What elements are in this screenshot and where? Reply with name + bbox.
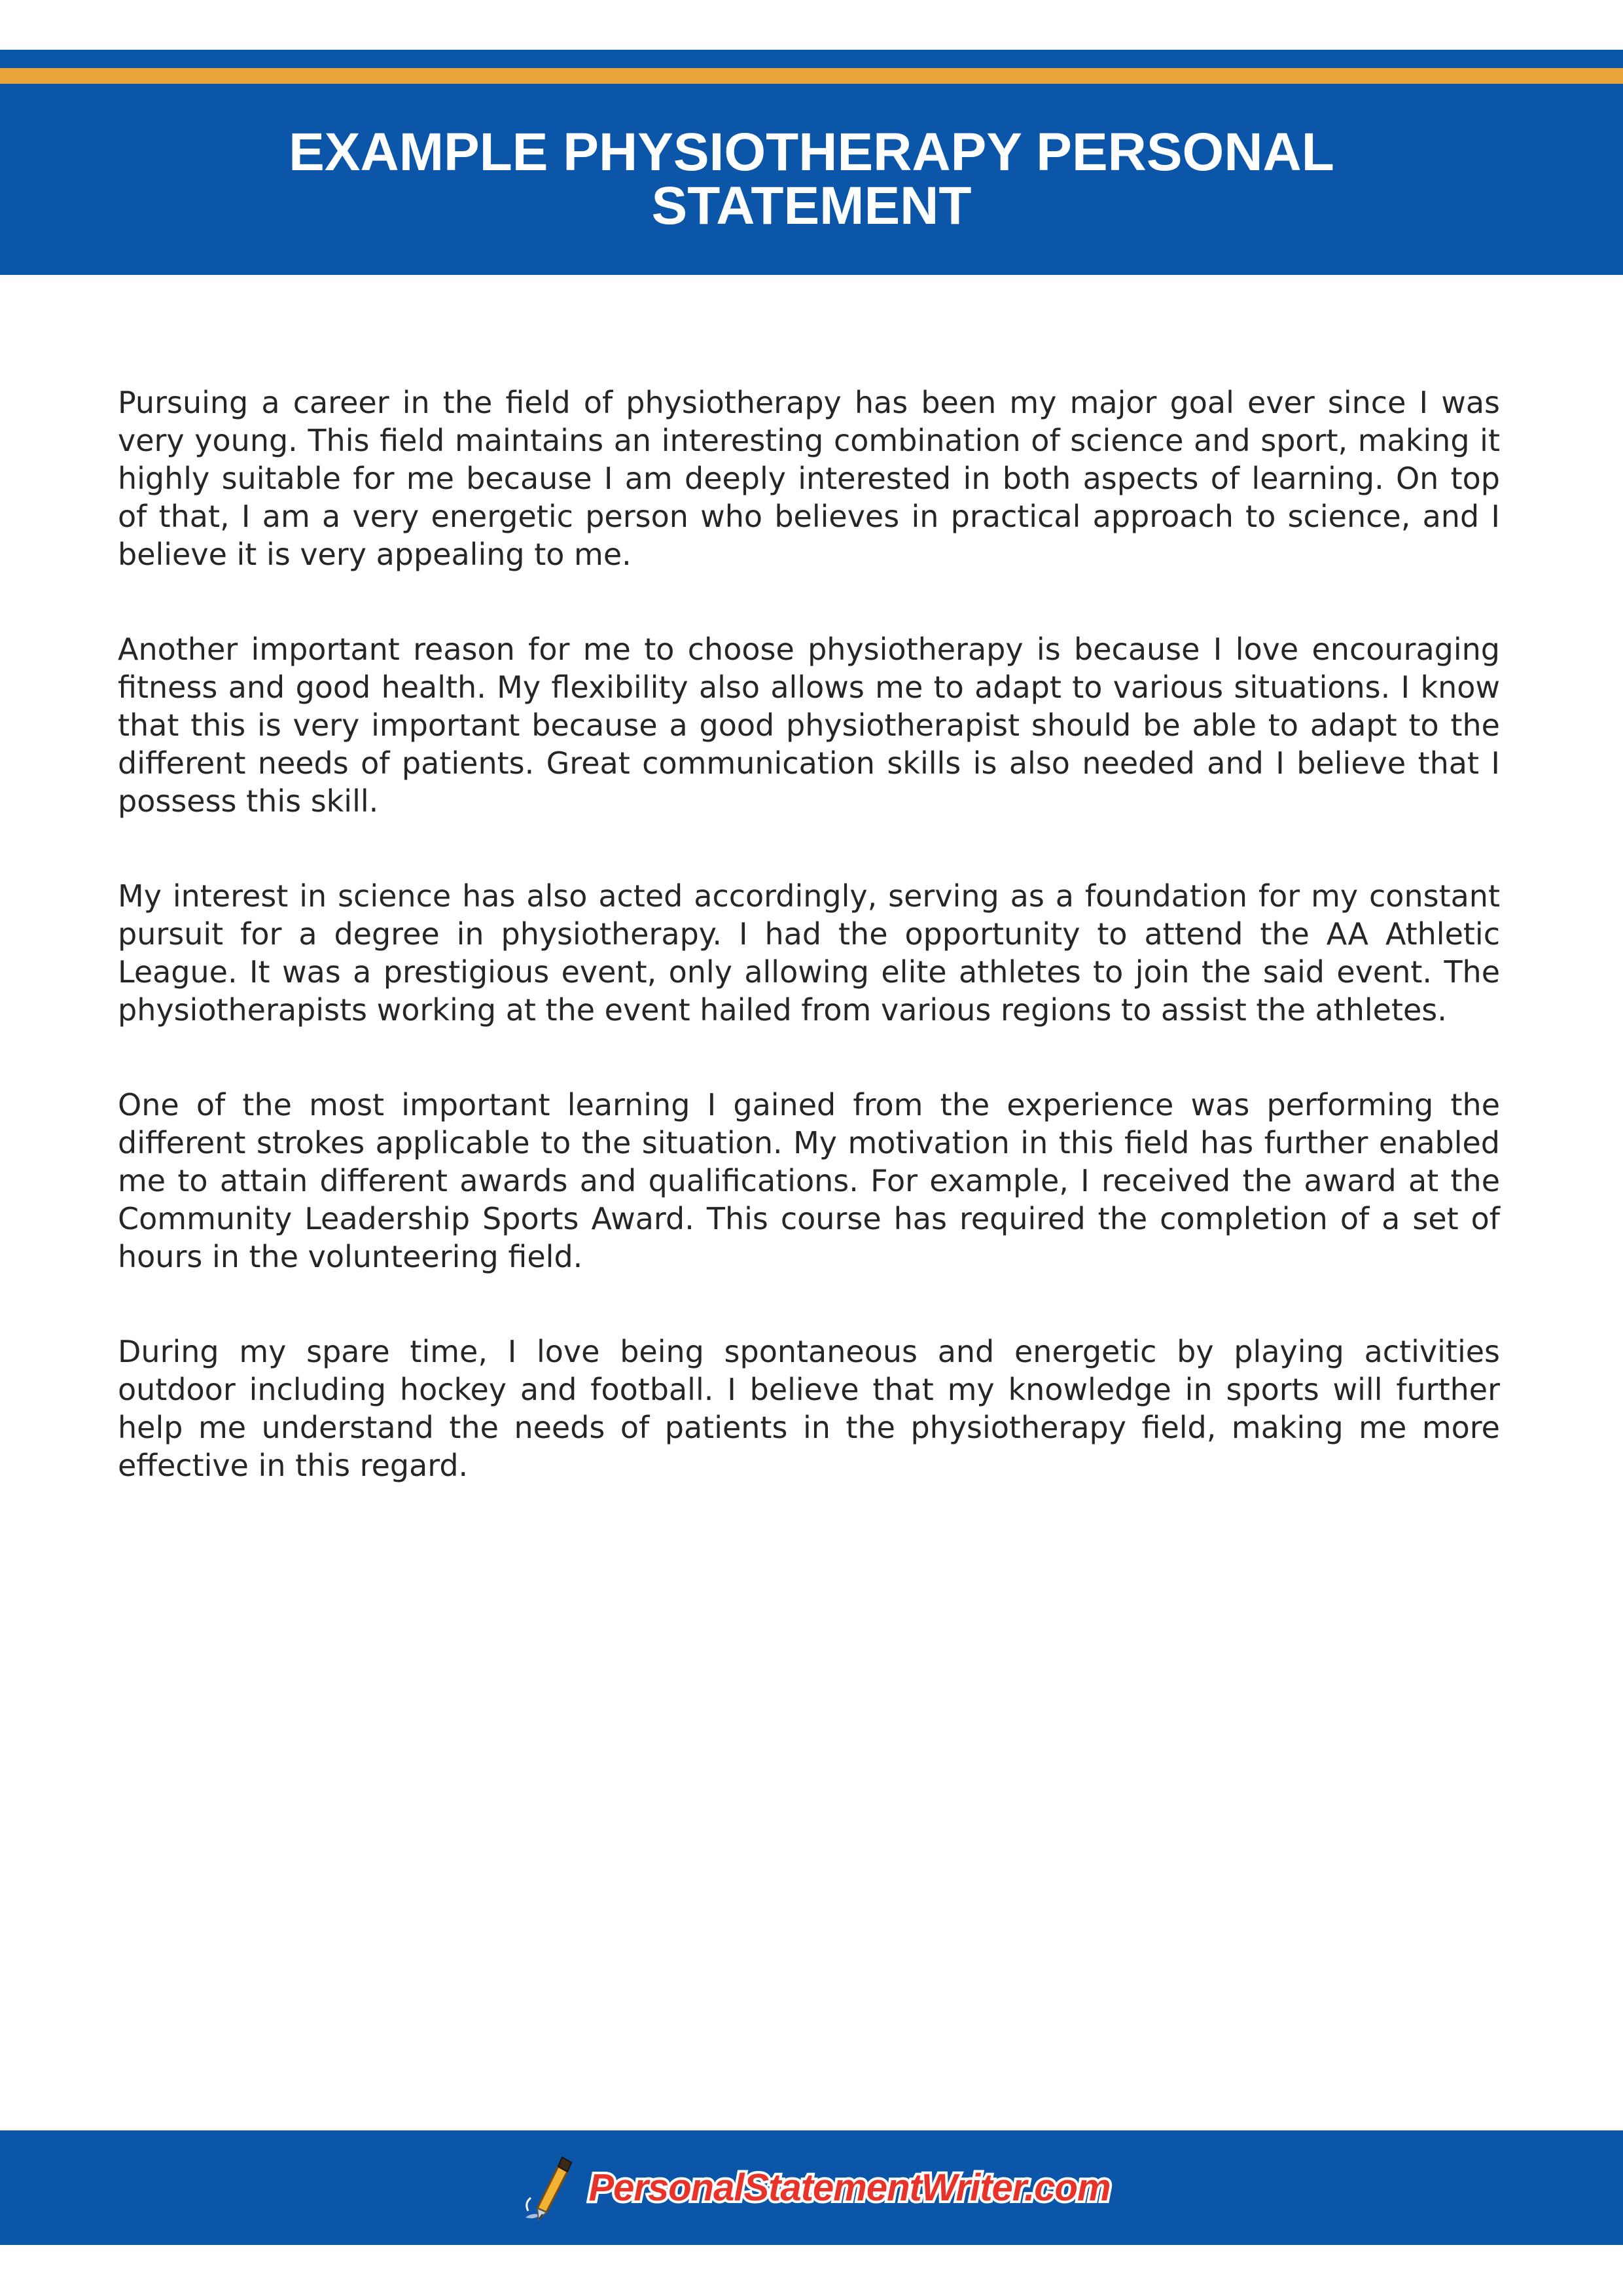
paragraph-5: During my spare time, I love being spontaneous and energetic by playing activities outdoor including hockey and football. I believe that my knowledge in sports will further help me understand the needs of patients in the physiotherapy field, making me more effective in this regard. [118,1334,1500,1483]
footer-banner [0,2130,1623,2245]
paragraph-2: Another important reason for me to choose physiotherapy is because I love encouraging fitness and good health. My flexibility also allows me to adapt to various situations. I know that this is very important because a good physiotherapist should be able to adapt to the different needs of patients. Great communication skills is also needed and I believe that I possess this skill. [118,632,1500,819]
top-orange-stripe [0,68,1623,84]
site-logo[interactable] [512,2152,1110,2224]
page-title: EXAMPLE PHYSIOTHERAPY PERSONAL STATEMENT [289,122,1334,236]
logo-wordmark: PersonalStatementWriter.com [588,2166,1111,2209]
paragraph-3: My interest in science has also acted accordingly, serving as a foundation for my constant pursuit for a degree in physiotherapy. I had the opportunity to attend the AA Athletic League. It was a prestigious event, only allowing elite athletes to join the said event. The physiotherapists working at the event hailed from various regions to assist the athletes. [118,878,1500,1028]
paragraph-4: One of the most important learning I gained from the experience was performing the different strokes applicable to the situation. My motivation in this field has further enabled me to attain different awards and qualifications. For example, I received the award at the Community Leadership Sports Award. This course has required the completion of a set of hours in the volunteering field. [118,1087,1500,1274]
fountain-pen-icon [512,2152,584,2224]
top-blue-stripe [0,50,1623,68]
paragraph-1: Pursuing a career in the field of physiotherapy has been my major goal ever since I was very young. This field maintains an interesting combination of science and sport, making it highly suitable for me because I am deeply interested in both aspects of learning. On top of that, I am a very energetic person who believes in practical approach to science, and I believe it is very appealing to me. [118,385,1500,572]
statement-body [118,384,1500,1541]
header-banner [0,84,1623,275]
